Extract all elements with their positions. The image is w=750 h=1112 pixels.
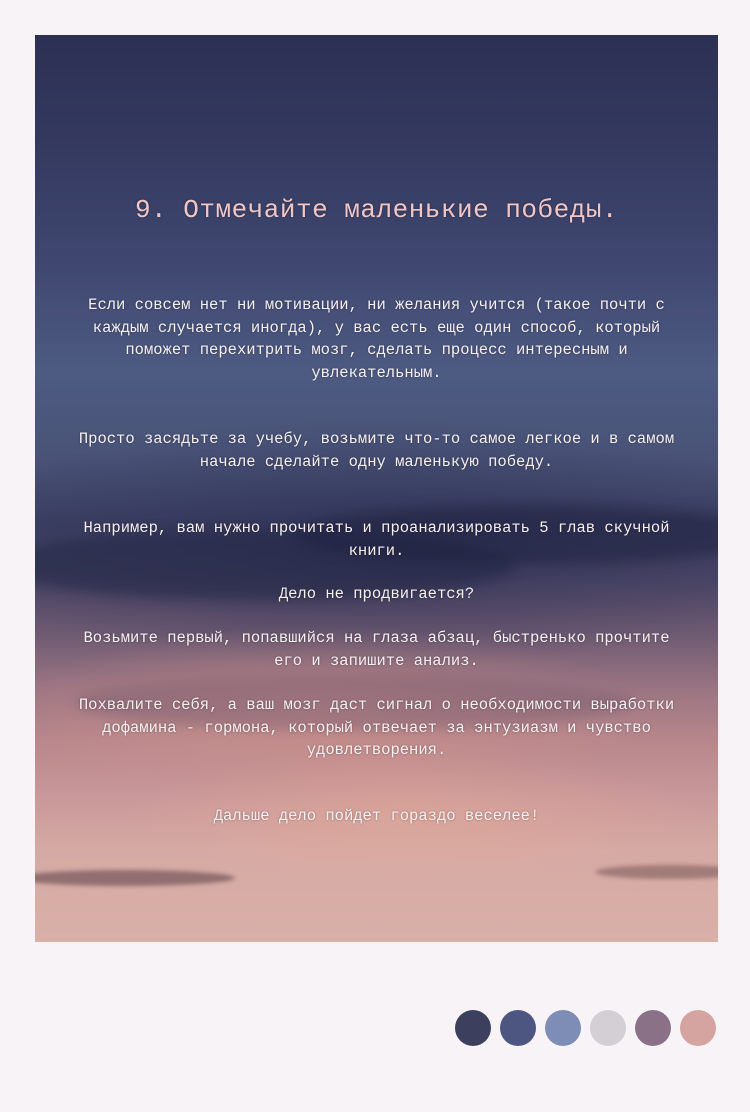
palette-swatch [545,1010,581,1046]
palette-swatch [680,1010,716,1046]
tip-paragraph-5: Возьмите первый, попавшийся на глаза абзац, быстренько прочтите его и запишите анализ. [83,629,670,670]
palette-swatch [455,1010,491,1046]
tip-heading: 9. Отмечайте маленькие победы. [134,195,619,225]
color-palette [455,1010,725,1046]
tip-paragraph-6: Похвалите себя, а ваш мозг даст сигнал о необходимости выработки дофамина - гормона, который отвечает за энтузиазм и чувство удовлетворения. [78,696,675,759]
palette-swatch [590,1010,626,1046]
tip-paragraph-7: Дальше дело пойдет гораздо веселее! [213,807,540,825]
tip-paragraph-2: Просто засядьте за учебу, возьмите что-то самое легкое и в самом начале сделайте одну маленькую победу. [78,430,675,471]
palette-swatch [635,1010,671,1046]
tip-paragraph-3: Например, вам нужно прочитать и проанализировать 5 глав скучной книги. [83,519,670,560]
tip-paragraph-4: Дело не продвигается? [278,585,475,603]
cloud-wisp [595,865,718,879]
cloud-wisp [35,870,235,886]
tip-paragraph-1: Если совсем нет ни мотивации, ни желания учится (такое почти с каждым случается иногда), у вас есть еще один способ, который поможет перехитрить мозг, сделать процесс интересным и увлекательным. [88,296,665,382]
sunset-sky-photo [35,35,718,942]
palette-swatch [500,1010,536,1046]
